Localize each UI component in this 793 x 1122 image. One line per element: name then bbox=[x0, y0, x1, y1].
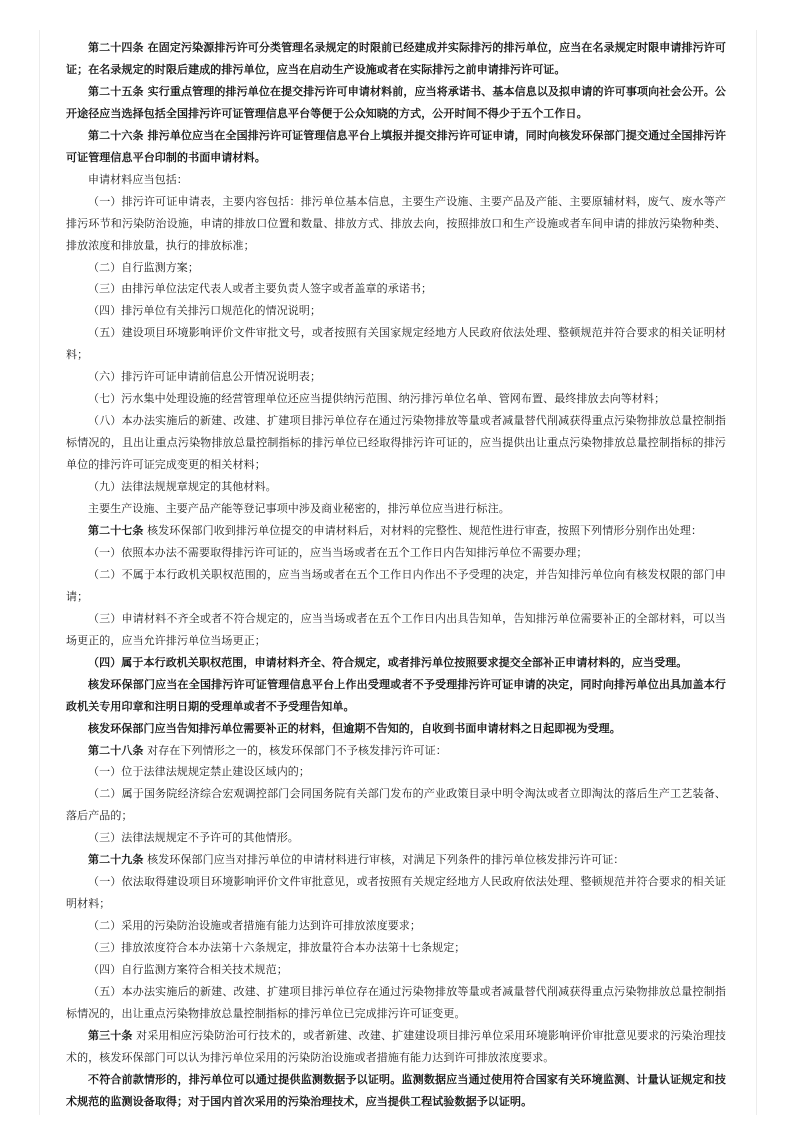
clause-paragraph bbox=[66, 827, 726, 849]
paragraph-text: 排污单位应当在全国排污许可证管理信息平台上填报并提交排污许可证申请，同时向核发环保部门提交通过全国排污许可证管理信息平台印制的书面申请材料。 bbox=[66, 128, 726, 164]
paragraph-text: （三）法律法规规定不予许可的其他情形。 bbox=[88, 831, 299, 845]
clause-paragraph bbox=[66, 959, 726, 981]
paragraph-text: （三）排放浓度符合本办法第十六条规定，排放量符合本办法第十七条规定； bbox=[88, 941, 466, 955]
clause-paragraph bbox=[66, 410, 726, 476]
clause-paragraph bbox=[66, 322, 726, 366]
article-paragraph bbox=[66, 520, 726, 542]
paragraph-text: （一）位于法律法规规定禁止建设区域内的； bbox=[88, 765, 310, 779]
clause-paragraph bbox=[66, 542, 726, 564]
clause-paragraph bbox=[66, 937, 726, 959]
article-number: 第二十八条 bbox=[88, 743, 144, 757]
paragraph-text: 不符合前款情形的，排污单位可以通过提供监测数据予以证明。监测数据应当通过使用符合国家有关环境监测、计量认证规定和技术规范的监测设备取得；对于国内首次采用的污染治理技术，应当提供工程试验数据予以证明。 bbox=[66, 1072, 726, 1108]
clause-paragraph bbox=[66, 718, 726, 740]
clause-paragraph bbox=[66, 300, 726, 322]
clause-paragraph bbox=[66, 608, 726, 652]
paragraph-text: （七）污水集中处理设施的经营管理单位还应当提供纳污范围、纳污排污单位名单、管网布置、最终排放去向等材料； bbox=[88, 392, 666, 406]
article-paragraph bbox=[66, 37, 726, 81]
clause-paragraph bbox=[66, 278, 726, 300]
document-body bbox=[66, 37, 726, 1113]
clause-paragraph bbox=[66, 1069, 726, 1113]
paragraph-text: （二）自行监测方案； bbox=[88, 260, 199, 274]
paragraph-text: （四）属于本行政机关职权范围，申请材料齐全、符合规定，或者排污单位按照要求提交全部补正申请材料的，应当受理。 bbox=[88, 655, 688, 669]
clause-paragraph bbox=[66, 191, 726, 257]
paragraph-text: （三）申请材料不齐全或者不符合规定的，应当当场或者在五个工作日内出具告知单，告知排污单位需要补正的全部材料，可以当场更正的，应当允许排污单位当场更正； bbox=[66, 611, 726, 647]
paragraph-text: 核发环保部门应当在全国排污许可证管理信息平台上作出受理或者不予受理排污许可证申请的决定，同时向排污单位出具加盖本行政机关专用印章和注明日期的受理单或者不予受理告知单。 bbox=[66, 677, 726, 713]
paragraph-text: 核发环保部门收到排污单位提交的申请材料后，对材料的完整性、规范性进行审查，按照下列情形分别作出处理： bbox=[143, 523, 703, 537]
paragraph-text: （二）采用的污染防治设施或者措施有能力达到许可排放浓度要求； bbox=[88, 919, 421, 933]
article-number: 第二十九条 bbox=[88, 853, 144, 867]
paragraph-text: （五）本办法实施后的新建、改建、扩建项目排污单位存在通过污染物排放等量或者减量替代削减获得重点污染物排放总量控制指标情况的，出让重点污染物排放总量控制指标的排污单位已完成排污许可证变更。 bbox=[66, 984, 726, 1020]
article-paragraph bbox=[66, 1025, 726, 1069]
paragraph-text: （一）排污许可证申请表，主要内容包括：排污单位基本信息，主要生产设施、主要产品及产能、主要原辅材料，废气、废水等产排污环节和污染防治设施，申请的排放口位置和数量、排放方式、排放去向，按照排放口和生产设施或者车间申请的排放污染物种类、排放浓度和排放量，执行的排放标准； bbox=[66, 194, 726, 252]
paragraph-text: 对采用相应污染防治可行技术的，或者新建、改建、扩建建设项目排污单位采用环境影响评价审批意见要求的污染治理技术的，核发环保部门可以认为排污单位采用的污染防治设施或者措施有能力达到许可排放浓度要求。 bbox=[66, 1028, 726, 1064]
paragraph-text: （八）本办法实施后的新建、改建、扩建项目排污单位存在通过污染物排放等量或者减量替代削减获得重点污染物排放总量控制指标情况的，且出让重点污染物排放总量控制指标的排污单位已经取得排污许可证的，应当提供出让重点污染物排放总量控制指标的排污单位的排污许可证完成变更的相关材料； bbox=[66, 414, 726, 472]
article-number: 第二十五条 bbox=[88, 84, 144, 98]
paragraph-text: 对存在下列情形之一的，核发环保部门不予核发排污许可证： bbox=[143, 743, 447, 757]
page-right-border bbox=[756, 30, 757, 1115]
article-paragraph bbox=[66, 125, 726, 169]
clause-paragraph bbox=[66, 257, 726, 279]
article-number: 第二十四条 bbox=[88, 41, 144, 54]
clause-paragraph bbox=[66, 981, 726, 1025]
clause-paragraph bbox=[66, 674, 726, 718]
paragraph-text: （九）法律法规规章规定的其他材料。 bbox=[88, 480, 277, 494]
clause-paragraph bbox=[66, 476, 726, 498]
article-number: 第二十六条 bbox=[88, 128, 144, 142]
clause-paragraph bbox=[66, 871, 726, 915]
paragraph-text: （二）属于国务院经济综合宏观调控部门会同国务院有关部门发布的产业政策目录中明令淘汰或者立即淘汰的落后生产工艺装备、落后产品的； bbox=[66, 787, 726, 823]
paragraph-text: 实行重点管理的排污单位在提交排污许可申请材料前，应当将承诺书、基本信息以及拟申请的许可事项向社会公开。公开途径应当选择包括全国排污许可证管理信息平台等便于公众知晓的方式，公开时间不得少于五个工作日。 bbox=[66, 84, 726, 120]
paragraph-text: （一）依照本办法不需要取得排污许可证的，应当当场或者在五个工作日内告知排污单位不需要办理； bbox=[88, 545, 588, 559]
paragraph-text: 核发环保部门应当对排污单位的申请材料进行审核，对满足下列条件的排污单位核发排污许可证： bbox=[143, 853, 625, 867]
article-paragraph bbox=[66, 740, 726, 762]
article-paragraph bbox=[66, 849, 726, 871]
clause-paragraph bbox=[66, 761, 726, 783]
article-number: 第三十条 bbox=[88, 1028, 133, 1042]
clause-paragraph bbox=[66, 652, 726, 674]
clause-paragraph bbox=[66, 564, 726, 608]
paragraph-text: （五）建设项目环境影响评价文件审批文号，或者按照有关国家规定经地方人民政府依法处理、整顿规范并符合要求的相关证明材料； bbox=[66, 326, 726, 362]
clause-paragraph bbox=[66, 366, 726, 388]
clause-paragraph bbox=[66, 169, 726, 191]
clause-paragraph bbox=[66, 783, 726, 827]
paragraph-text: 主要生产设施、主要产品产能等登记事项中涉及商业秘密的，排污单位应当进行标注。 bbox=[88, 502, 510, 516]
paragraph-text: （三）由排污单位法定代表人或者主要负责人签字或者盖章的承诺书； bbox=[88, 282, 433, 296]
paragraph-text: （一）依法取得建设项目环境影响评价文件审批意见，或者按照有关规定经地方人民政府依法处理、整顿规范并符合要求的相关证明材料； bbox=[66, 875, 726, 911]
paragraph-text: （四）排污单位有关排污口规范化的情况说明； bbox=[88, 304, 322, 318]
paragraph-text: （六）排污许可证申请前信息公开情况说明表； bbox=[88, 370, 322, 384]
clause-paragraph bbox=[66, 498, 726, 520]
clause-paragraph bbox=[66, 388, 726, 410]
paragraph-text: 核发环保部门应当告知排污单位需要补正的材料，但逾期不告知的，自收到书面申请材料之日起即视为受理。 bbox=[88, 721, 621, 735]
clause-paragraph bbox=[66, 915, 726, 937]
article-paragraph bbox=[66, 81, 726, 125]
page-left-border bbox=[39, 30, 40, 1115]
paragraph-text: （二）不属于本行政机关职权范围的，应当当场或者在五个工作日内作出不予受理的决定，并告知排污单位向有核发权限的部门申请； bbox=[66, 567, 726, 603]
paragraph-text: 申请材料应当包括： bbox=[88, 172, 188, 186]
paragraph-text: （四）自行监测方案符合相关技术规范； bbox=[88, 963, 288, 977]
paragraph-text: 在固定污染源排污许可分类管理名录规定的时限前已经建成并实际排污的排污单位，应当在名录规定时限申请排污许可证；在名录规定的时限后建成的排污单位，应当在启动生产设施或者在实际排污之前申请排污许可证。 bbox=[66, 41, 726, 76]
article-number: 第二十七条 bbox=[88, 523, 144, 537]
